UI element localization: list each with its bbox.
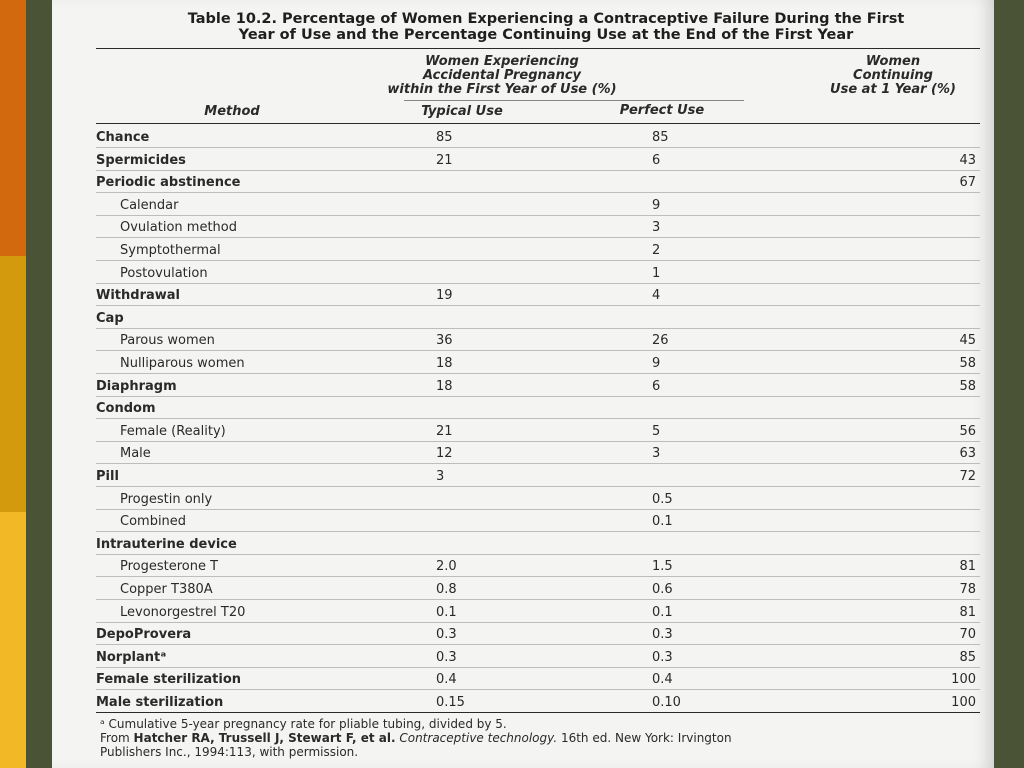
table-row <box>96 374 980 397</box>
group-underline <box>404 100 744 101</box>
typical-use-cell: 18 <box>436 356 453 371</box>
perfect-use-cell: 9 <box>652 356 661 371</box>
continuing-use-cell: 85 <box>959 649 976 665</box>
method-cell: Cap <box>96 310 124 326</box>
method-cell: Condom <box>96 401 156 417</box>
group-header-line-2: Accidental Pregnancy <box>423 68 581 83</box>
scanned-page <box>52 0 994 768</box>
typical-use-cell: 21 <box>436 423 453 439</box>
group-header-line-3: within the First Year of Use (%) <box>387 82 617 97</box>
method-cell: Levonorgestrel T20 <box>120 604 246 620</box>
bottom-rule <box>96 712 980 713</box>
typical-use-header: Typical Use <box>421 104 503 119</box>
typical-use-cell: 2.0 <box>436 559 457 575</box>
table-row <box>96 667 980 690</box>
method-cell: Calendar <box>120 197 179 213</box>
table-row <box>96 622 980 645</box>
perfect-use-cell: 0.3 <box>652 627 673 643</box>
header-rule <box>96 123 980 124</box>
typical-use-cell: 36 <box>436 333 453 349</box>
perfect-use-cell: 0.1 <box>652 604 673 620</box>
perfect-use-cell: 0.10 <box>652 695 681 710</box>
method-cell: Diaphragm <box>96 378 177 394</box>
table-row <box>96 170 980 193</box>
continuing-use-cell: 67 <box>959 175 976 191</box>
table-row <box>96 351 980 374</box>
perfect-use-cell: 9 <box>652 197 661 213</box>
continuing-use-cell: 45 <box>959 333 976 349</box>
method-cell: Postovulation <box>120 265 208 281</box>
slide-background-right <box>994 0 1024 768</box>
table-row <box>96 554 980 577</box>
method-cell: Pill <box>96 469 119 484</box>
continuing-use-cell: 78 <box>959 582 976 597</box>
footnote-line-3: Publishers Inc., 1994:113, with permission. <box>100 745 359 759</box>
continuing-use-cell: 81 <box>959 559 976 575</box>
typical-use-cell: 19 <box>436 288 453 304</box>
group-header-line-1: Women Experiencing <box>425 54 579 69</box>
table-row <box>96 577 980 600</box>
footnote-line-1: ᵃ Cumulative 5-year pregnancy rate for pliable tubing, divided by 5. <box>100 717 507 731</box>
source-authors: Hatcher RA, Trussell J, Stewart F, et al. <box>133 731 396 745</box>
accent-strip-yellow <box>0 512 26 768</box>
typical-use-cell: 0.15 <box>436 695 465 710</box>
method-cell: Copper T380A <box>120 582 213 597</box>
perfect-use-cell: 3 <box>652 446 661 462</box>
table-title-line-1: Table 10.2. Percentage of Women Experiencing a Contraceptive Failure During the First <box>187 11 905 27</box>
perfect-use-cell: 0.5 <box>652 491 673 507</box>
continuing-header-line-3: Use at 1 Year (%) <box>830 82 956 97</box>
continuing-use-cell: 72 <box>959 469 976 484</box>
table-row <box>96 464 980 487</box>
continuing-use-cell: 100 <box>951 695 976 710</box>
continuing-use-cell: 58 <box>959 356 976 371</box>
method-cell: Ovulation method <box>120 220 237 236</box>
typical-use-cell: 0.3 <box>436 649 457 665</box>
method-cell: Progestin only <box>120 491 213 507</box>
continuing-use-cell: 63 <box>959 446 976 462</box>
typical-use-cell: 0.1 <box>436 604 457 620</box>
source-edition: 16th ed. New York: Irvington <box>557 731 732 745</box>
continuing-use-cell: 56 <box>959 423 976 439</box>
slide-background <box>26 0 52 768</box>
perfect-use-cell: 85 <box>652 130 669 145</box>
table-row <box>96 148 980 171</box>
perfect-use-cell: 0.1 <box>652 514 673 530</box>
perfect-use-header: Perfect Use <box>619 103 705 118</box>
group-header <box>352 55 652 97</box>
table-row <box>96 396 980 419</box>
table-row <box>96 125 980 148</box>
typical-use-cell: 3 <box>436 469 445 484</box>
continuing-use-cell: 58 <box>959 378 976 394</box>
table-row <box>96 441 980 464</box>
table-row <box>96 238 980 261</box>
typical-use-cell: 0.8 <box>436 582 457 597</box>
perfect-use-cell: 1 <box>652 265 661 281</box>
perfect-use-cell: 3 <box>652 220 661 236</box>
continuing-use-cell: 43 <box>959 152 976 168</box>
method-cell: Female sterilization <box>96 672 242 688</box>
continuing-use-cell: 70 <box>959 627 976 643</box>
perfect-use-cell: 4 <box>652 288 661 304</box>
method-header: Method <box>204 104 260 119</box>
typical-use-cell: 0.3 <box>436 627 457 643</box>
table-row <box>96 532 980 555</box>
typical-use-cell: 0.4 <box>436 672 457 688</box>
continuing-header-line-2: Continuing <box>853 68 933 83</box>
method-cell: Withdrawal <box>96 288 180 304</box>
method-cell: Male <box>120 446 151 462</box>
method-cell: Symptothermal <box>120 243 221 258</box>
typical-use-cell: 85 <box>436 130 453 145</box>
perfect-use-cell: 2 <box>652 243 661 258</box>
perfect-use-cell: 5 <box>652 423 661 439</box>
method-cell: Spermicides <box>96 152 186 168</box>
table-row <box>96 328 980 351</box>
source-book: Contraceptive technology. <box>399 731 558 745</box>
table-row <box>96 600 980 623</box>
method-cell: DepoProvera <box>96 627 192 643</box>
table-row <box>96 306 980 329</box>
continuing-header <box>808 55 978 97</box>
perfect-use-cell: 0.6 <box>652 582 673 597</box>
table-title-line-2: Year of Use and the Percentage Continuing Use at the End of the First Year <box>238 27 854 43</box>
method-cell: Parous women <box>120 333 215 349</box>
method-cell: Nulliparous women <box>120 356 245 371</box>
method-cell: Intrauterine device <box>96 536 237 552</box>
method-cell: Male sterilization <box>96 695 224 710</box>
perfect-use-cell: 6 <box>652 378 661 394</box>
continuing-header-line-1: Women <box>865 54 921 69</box>
continuing-use-cell: 100 <box>951 672 976 688</box>
perfect-use-cell: 0.4 <box>652 672 673 688</box>
table-row <box>96 645 980 668</box>
accent-strip-orange <box>0 0 26 256</box>
method-cell: Chance <box>96 130 150 145</box>
top-rule <box>96 48 980 49</box>
table-row <box>96 487 980 510</box>
method-cell: Female (Reality) <box>120 423 226 439</box>
table-title <box>112 11 980 43</box>
method-cell: Combined <box>120 514 187 530</box>
table-row <box>96 690 980 713</box>
method-cell: Progesterone T <box>120 559 219 575</box>
perfect-use-cell: 1.5 <box>652 559 673 575</box>
perfect-use-cell: 6 <box>652 152 661 168</box>
table-row <box>96 509 980 532</box>
typical-use-cell: 21 <box>436 152 453 168</box>
perfect-use-cell: 26 <box>652 333 669 349</box>
footnote <box>100 717 994 759</box>
table-row <box>96 419 980 442</box>
accent-strip-amber <box>0 256 26 512</box>
table-row <box>96 193 980 216</box>
typical-use-cell: 18 <box>436 378 453 394</box>
method-cell: Norplantᵃ <box>96 649 167 665</box>
footnote-source <box>100 731 994 745</box>
typical-use-cell: 12 <box>436 446 453 462</box>
perfect-use-cell: 0.3 <box>652 649 673 665</box>
source-prefix: From <box>100 731 134 745</box>
continuing-use-cell: 81 <box>959 604 976 620</box>
table-row <box>96 261 980 284</box>
method-cell: Periodic abstinence <box>96 175 241 191</box>
table-row <box>96 283 980 306</box>
table-row <box>96 215 980 238</box>
